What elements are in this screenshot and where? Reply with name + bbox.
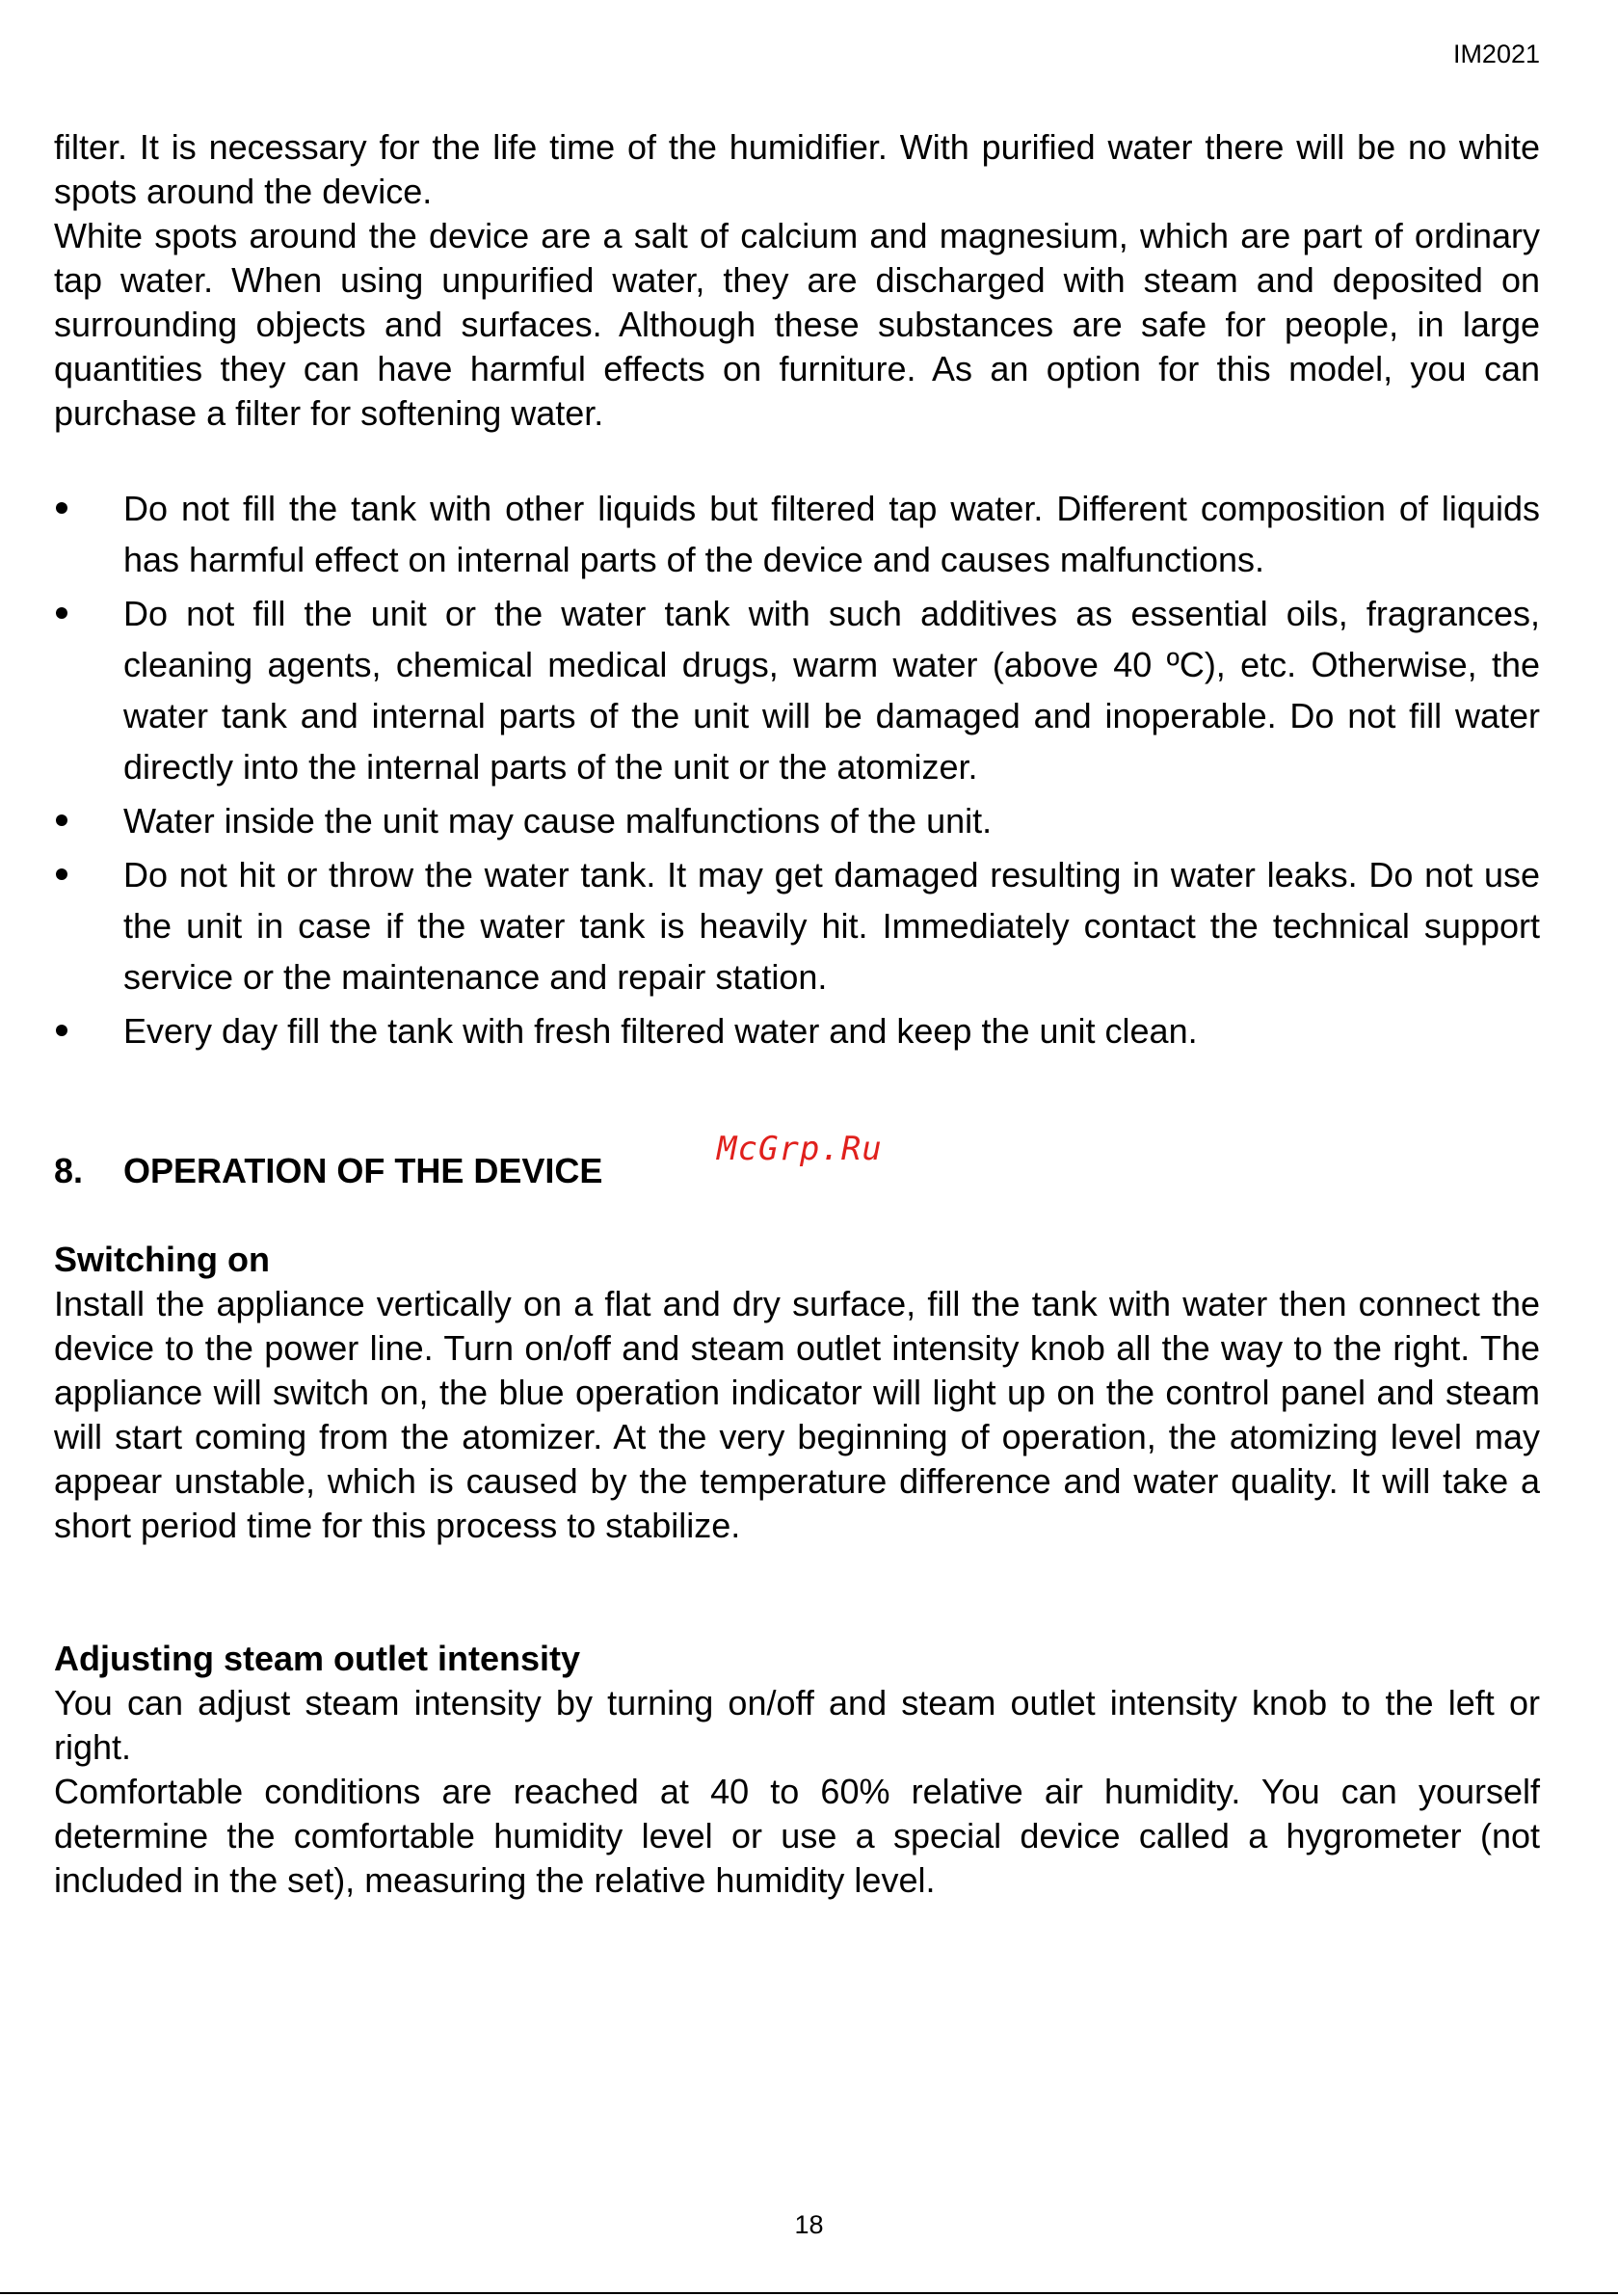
- switching-on-paragraph: Install the appliance vertically on a flat and dry surface, fill the tank with water then connect the device to the power line. Turn on/off and steam outlet intensity knob all the way to the right. The appliance will switch on, the blue operation indicator will light up on the control panel and steam will start coming from the atomizer. At the very beginning of operation, the atomizing level may appear unstable, which is caused by the temperature difference and water quality. It will take a short period time for this process to stabilize.: [54, 1284, 1540, 1545]
- list-item-text: Do not hit or throw the water tank. It may get damaged resulting in water leaks. Do not use the unit in case if the water tank is heavily hit. Immediately contact the technical support service or the maintenance and repair station.: [123, 855, 1540, 997]
- bullet-icon: [56, 1025, 67, 1036]
- bullet-icon: [56, 502, 67, 514]
- section-heading: [54, 1149, 602, 1193]
- list-item-text: Every day fill the tank with fresh filtered water and keep the unit clean.: [123, 1011, 1198, 1051]
- safety-bullet-list: [54, 483, 1540, 1059]
- list-item: [54, 483, 1540, 585]
- adjusting-heading: Adjusting steam outlet intensity: [54, 1639, 581, 1678]
- bottom-divider: [0, 2292, 1618, 2294]
- list-item-text: Water inside the unit may cause malfunctions of the unit.: [123, 801, 993, 841]
- adjusting-paragraph-2: Comfortable conditions are reached at 40 to 60% relative air humidity. You can yourself determine the comfortable humidity level or use a special device called a hygrometer (not included in the set), measuring the relative humidity level.: [54, 1772, 1540, 1900]
- page-number: 18: [794, 2210, 824, 2239]
- section-number: 8.: [54, 1151, 84, 1190]
- list-item: [54, 588, 1540, 792]
- list-item-text: Do not fill the unit or the water tank with such additives as essential oils, fragrances, cleaning agents, chemical medical drugs, warm water (above 40 ºC), etc. Otherwise, the water tank and internal parts of the unit will be damaged and inoperable. Do not fill water directly into the internal parts of the unit or the atomizer.: [123, 594, 1540, 787]
- intro-paragraph-2: White spots around the device are a salt of calcium and magnesium, which are part of ordinary tap water. When using unpurified water, they are discharged with steam and deposited on surrounding objects and surfaces. Although these substances are safe for people, in large quantities they can have harmful effects on furniture. As an option for this model, you can purchase a filter for softening water.: [54, 216, 1540, 433]
- watermark-text: McGrp.Ru: [717, 1130, 883, 1168]
- bullet-icon: [56, 814, 67, 826]
- bullet-icon: [56, 868, 67, 880]
- section-title: OPERATION OF THE DEVICE: [123, 1151, 603, 1190]
- list-item: [54, 1005, 1540, 1056]
- list-item: [54, 849, 1540, 1002]
- list-item: [54, 795, 1540, 846]
- list-item-text: Do not fill the tank with other liquids but filtered tap water. Different composition of liquids has harmful effect on internal parts of the device and causes malfunctions.: [123, 489, 1540, 579]
- switching-on-heading: Switching on: [54, 1240, 270, 1279]
- adjusting-paragraph-1: You can adjust steam intensity by turning on/off and steam outlet intensity knob to the left or right.: [54, 1683, 1540, 1767]
- bullet-icon: [56, 607, 67, 619]
- document-code: IM2021: [1452, 40, 1540, 68]
- intro-paragraph-1: filter. It is necessary for the life time of the humidifier. With purified water there will be no white spots around the device.: [54, 127, 1540, 211]
